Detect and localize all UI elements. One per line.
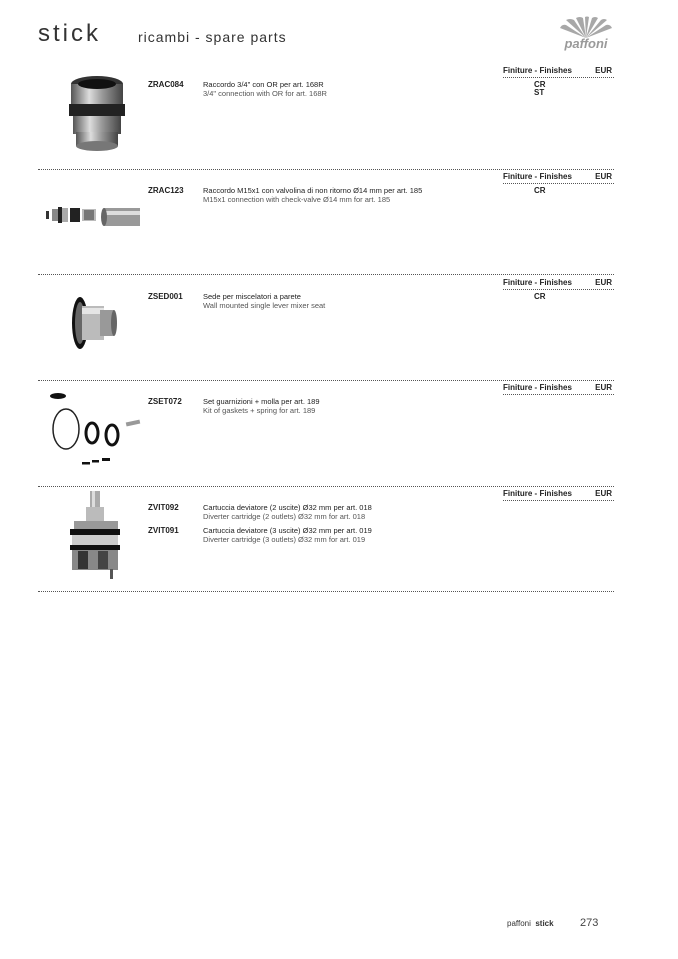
item-code: ZVIT092 [148,503,179,512]
item-code: ZSED001 [148,292,183,301]
item-code: ZRAC084 [148,80,184,89]
description-en: M15x1 connection with check-valve Ø14 mm for art. 185 [203,195,391,204]
finish-value: CR [534,292,546,301]
section-divider [38,380,614,381]
finishes-header: Finiture - Finishes EUR [503,172,614,184]
finish-value: CR [534,186,546,195]
item-section-zsed001 [38,278,614,378]
item-description [203,292,325,310]
finish-value: CR [534,80,546,89]
description-en: Diverter cartridge (3 outlets) Ø32 mm for art. 019 [203,535,366,544]
section-divider [38,274,614,275]
description-en: 3/4" connection with OR for art. 168R [203,89,327,98]
item-description [203,503,372,521]
finishes-header: Finiture - Finishes EUR [503,383,614,395]
description-en: Diverter cartridge (2 outlets) Ø32 mm for art. 018 [203,512,366,521]
brand-logo [556,16,616,54]
section-divider [38,591,614,592]
description-en: Kit of gaskets + spring for art. 189 [203,406,316,415]
page-title: stick [38,20,101,47]
description-it: Set guarnizioni + molla per art. 189 [203,397,320,406]
description-it: Sede per miscelatori a parete [203,292,301,301]
description-it: Cartuccia deviatore (2 uscite) Ø32 mm per art. 018 [203,503,372,512]
mixer-seat-image [70,294,118,352]
section-divider [38,486,614,487]
check-valve-connector-image [46,200,142,236]
description-it: Raccordo M15x1 con valvolina di non ritorno Ø14 mm per art. 185 [203,186,423,195]
section-divider [38,169,614,170]
diverter-cartridge-image [68,491,124,581]
finish-value: ST [534,88,545,97]
description-it: Cartuccia deviatore (3 uscite) Ø32 mm per art. 019 [203,526,372,535]
description-it: Raccordo 3/4" con OR per art. 168R [203,80,324,89]
connector-image [66,72,128,156]
item-description [203,397,320,415]
item-code: ZRAC123 [148,186,184,195]
description-en: Wall mounted single lever mixer seat [203,301,326,310]
item-description [203,186,422,204]
finishes-header: Finiture - Finishes EUR [503,278,614,290]
finishes-header: Finiture - Finishes EUR [503,489,614,501]
page-subtitle: ricambi - spare parts [138,29,287,45]
gasket-kit-image [48,389,144,469]
item-code: ZVIT091 [148,526,179,535]
logo-text: paffoni [564,36,608,51]
item-section-zrac084 [38,66,614,166]
footer-brand: paffoni stick [507,919,554,928]
item-section-zrac123 [38,172,614,272]
item-section-zset072 [38,383,614,483]
item-description [203,80,327,98]
finishes-header: Finiture - Finishes EUR [503,66,614,78]
item-description [203,526,372,544]
item-section-zvit [38,489,614,589]
item-code: ZSET072 [148,397,182,406]
page-number: 273 [580,917,599,929]
